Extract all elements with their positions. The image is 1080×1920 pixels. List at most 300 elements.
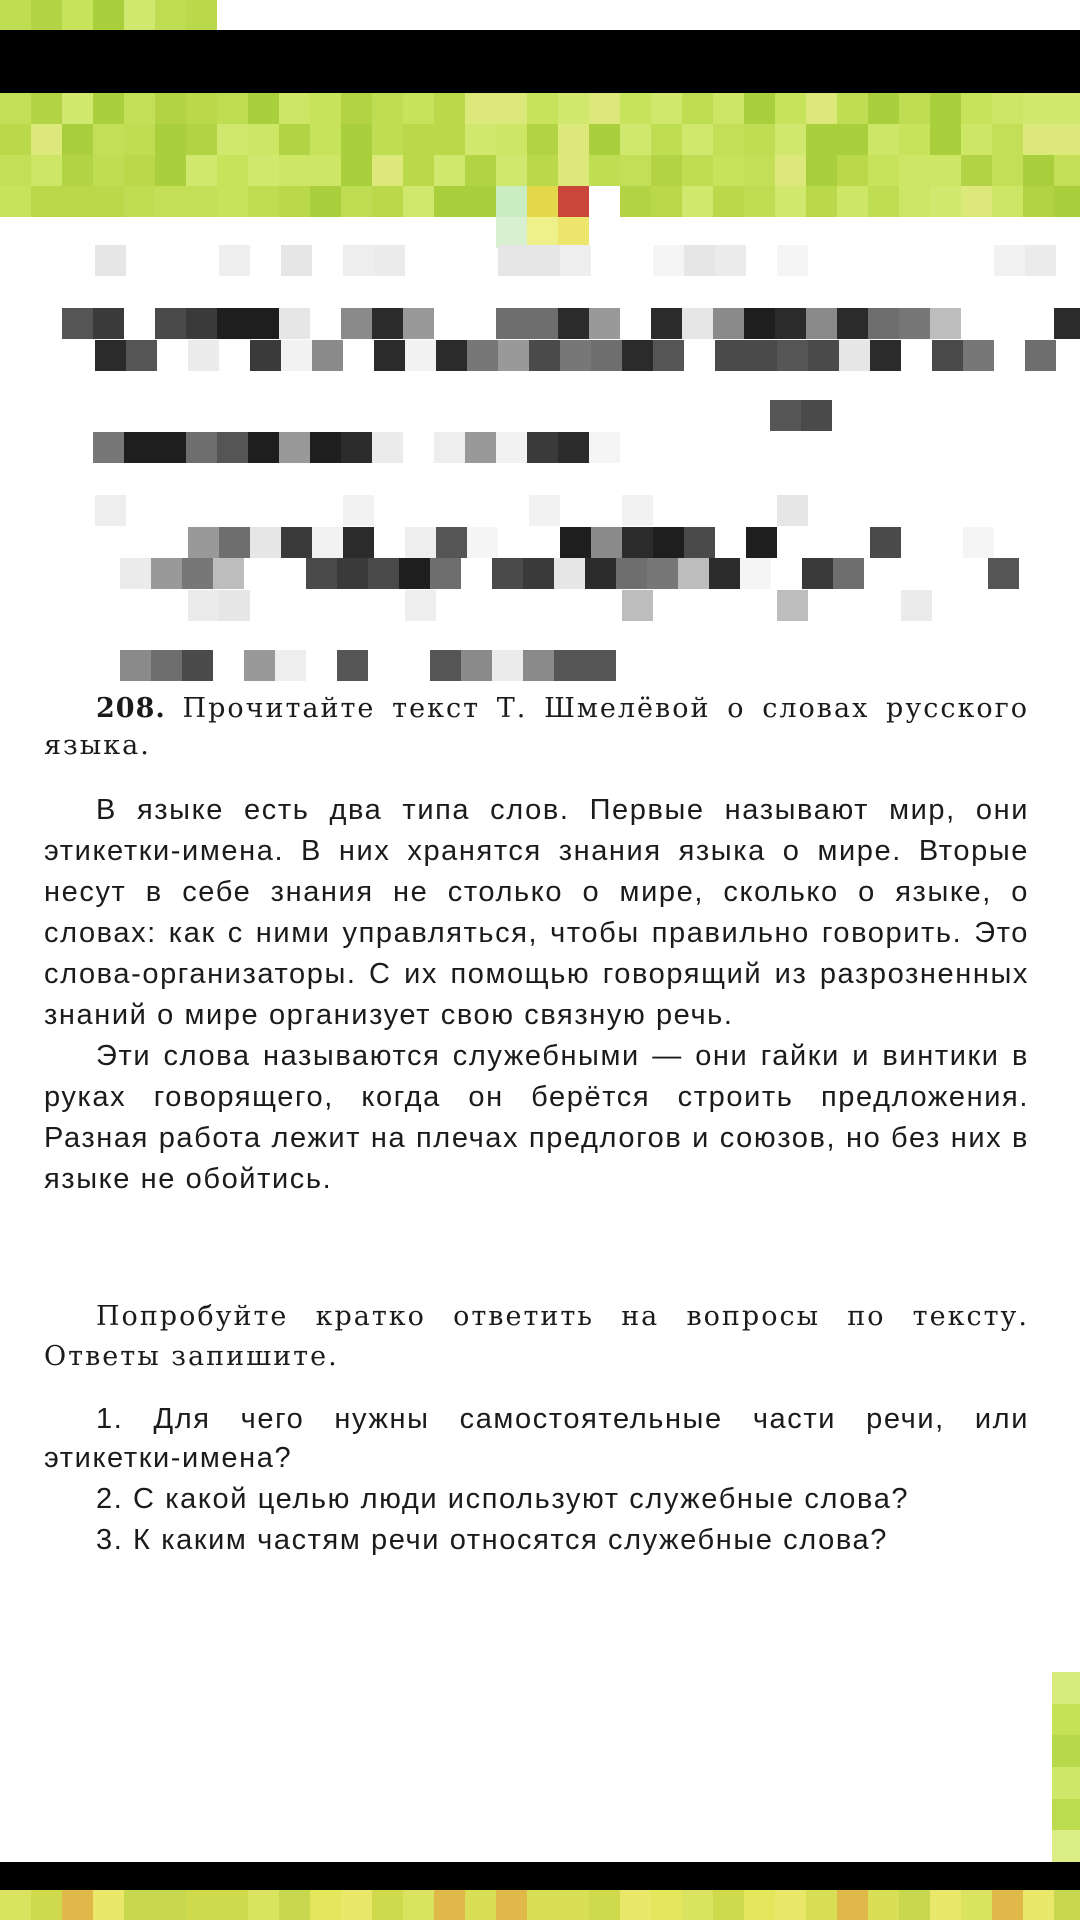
mosaic-pixel <box>715 340 746 371</box>
decor-pixel <box>868 1890 899 1920</box>
mosaic-pixel <box>405 527 436 558</box>
decor-pixel <box>651 155 682 186</box>
decor-pixel <box>279 186 310 217</box>
decor-pixel <box>279 124 310 155</box>
mosaic-pixel <box>833 558 864 589</box>
decor-pixel <box>0 0 31 30</box>
mosaic-pixel <box>589 432 620 463</box>
decor-pixel <box>930 186 961 217</box>
mosaic-pixel <box>744 308 775 339</box>
mosaic-pixel <box>368 558 399 589</box>
question-item: 3. К каким частям речи относятся служебные слова? <box>96 1524 888 1556</box>
decor-pixel <box>31 1890 62 1920</box>
mosaic-pixel <box>465 432 496 463</box>
side-decor-bar <box>1052 1672 1080 1862</box>
decor-pixel <box>899 186 930 217</box>
decor-pixel <box>31 0 62 30</box>
mosaic-pixel <box>374 245 405 276</box>
mosaic-pixel <box>248 432 279 463</box>
task-instruction-text: Попробуйте кратко ответить на вопросы по тексту. Ответы запишите. <box>44 1301 1029 1372</box>
decor-pixel <box>186 1890 217 1920</box>
decor-pixel <box>248 1890 279 1920</box>
decor-pixel <box>713 93 744 124</box>
decor-pixel <box>589 0 620 30</box>
mosaic-pixel <box>341 432 372 463</box>
decor-pixel <box>899 155 930 186</box>
mosaic-pixel <box>1025 340 1056 371</box>
decor-pixel <box>341 124 372 155</box>
bottom-black-bar <box>0 1862 1080 1890</box>
decor-pixel <box>775 0 806 30</box>
decor-pixel <box>186 155 217 186</box>
decor-pixel <box>124 1890 155 1920</box>
mosaic-pixel <box>585 558 616 589</box>
mosaic-pixel <box>684 245 715 276</box>
decor-pixel <box>372 0 403 30</box>
mosaic-pixel <box>622 590 653 621</box>
mosaic-pixel <box>498 340 529 371</box>
decor-pixel <box>589 1890 620 1920</box>
mosaic-pixel <box>343 495 374 526</box>
decor-pixel <box>682 0 713 30</box>
mosaic-pixel <box>217 432 248 463</box>
task-instruction <box>44 1297 1029 1377</box>
decor-pixel <box>248 186 279 217</box>
decor-pixel <box>496 124 527 155</box>
mosaic-pixel <box>250 340 281 371</box>
decor-pixel <box>837 93 868 124</box>
mosaic-pixel <box>682 308 713 339</box>
decor-pixel <box>248 155 279 186</box>
decor-pixel <box>1054 0 1080 30</box>
decor-pixel <box>0 1890 31 1920</box>
decor-pixel <box>930 155 961 186</box>
mosaic-pixel <box>186 308 217 339</box>
decor-pixel <box>589 93 620 124</box>
decor-pixel <box>651 93 682 124</box>
mosaic-pixel <box>558 432 589 463</box>
decor-pixel <box>155 1890 186 1920</box>
decor-pixel <box>961 0 992 30</box>
decor-pixel <box>434 155 465 186</box>
decor-pixel <box>992 186 1023 217</box>
mosaic-pixel <box>312 340 343 371</box>
exercise-instruction-text: Прочитайте текст Т. Шмелёвой о словах русского языка. <box>44 693 1029 761</box>
mosaic-pixel <box>93 308 124 339</box>
decor-pixel <box>93 0 124 30</box>
decor-pixel <box>527 186 558 217</box>
decor-pixel <box>434 1890 465 1920</box>
decor-pixel <box>744 93 775 124</box>
decor-pixel <box>682 186 713 217</box>
decor-pixel <box>837 0 868 30</box>
mosaic-pixel <box>281 527 312 558</box>
decor-pixel <box>868 0 899 30</box>
decor-pixel <box>341 1890 372 1920</box>
decor-pixel <box>1023 155 1054 186</box>
mosaic-pixel <box>529 245 560 276</box>
decor-pixel <box>527 124 558 155</box>
mosaic-pixel <box>777 340 808 371</box>
mosaic-pixel <box>467 527 498 558</box>
decor-pixel <box>713 186 744 217</box>
decor-pixel <box>620 93 651 124</box>
mosaic-pixel <box>341 308 372 339</box>
bottom-decor-strip <box>0 1890 1080 1920</box>
decor-pixel <box>496 1890 527 1920</box>
mosaic-pixel <box>337 650 368 681</box>
decor-pixel <box>434 0 465 30</box>
decor-pixel <box>310 186 341 217</box>
decor-pixel <box>961 186 992 217</box>
decor-pixel <box>465 124 496 155</box>
mosaic-pixel <box>560 245 591 276</box>
decor-pixel <box>775 93 806 124</box>
mosaic-pixel <box>430 650 461 681</box>
decor-pixel <box>1023 186 1054 217</box>
decor-pixel <box>651 0 682 30</box>
decor-pixel <box>651 186 682 217</box>
decor-pixel <box>899 0 930 30</box>
decor-pixel <box>310 155 341 186</box>
decor-pixel <box>496 186 527 217</box>
decor-pixel <box>558 186 589 217</box>
mosaic-pixel <box>188 590 219 621</box>
decor-pixel <box>992 155 1023 186</box>
mosaic-pixel <box>374 340 405 371</box>
mosaic-pixel <box>554 650 585 681</box>
mosaic-pixel <box>219 245 250 276</box>
mosaic-pixel <box>715 245 746 276</box>
mosaic-pixel <box>120 650 151 681</box>
decor-pixel <box>186 124 217 155</box>
mosaic-pixel <box>678 558 709 589</box>
mosaic-pixel <box>560 340 591 371</box>
mosaic-pixel <box>775 308 806 339</box>
mosaic-pixel <box>155 308 186 339</box>
mosaic-pixel <box>1025 245 1056 276</box>
decor-pixel <box>899 93 930 124</box>
mosaic-pixel <box>312 527 343 558</box>
decor-pixel <box>62 1890 93 1920</box>
mosaic-pixel <box>777 495 808 526</box>
decor-pixel <box>341 0 372 30</box>
top-decor-strip <box>0 0 1080 30</box>
decor-pixel <box>341 155 372 186</box>
decor-pixel <box>372 1890 403 1920</box>
decor-pixel <box>155 124 186 155</box>
decor-pixel <box>279 155 310 186</box>
decor-pixel <box>961 155 992 186</box>
mosaic-pixel <box>372 308 403 339</box>
mosaic-pixel <box>126 340 157 371</box>
mosaic-pixel <box>616 558 647 589</box>
mosaic-pixel <box>337 558 368 589</box>
mosaic-pixel <box>151 650 182 681</box>
mosaic-pixel <box>151 558 182 589</box>
mosaic-pixel <box>770 400 801 431</box>
decor-pixel <box>651 1890 682 1920</box>
mosaic-pixel <box>95 495 126 526</box>
decor-pixel <box>0 186 31 217</box>
mosaic-pixel <box>434 432 465 463</box>
decor-pixel <box>806 0 837 30</box>
decor-pixel <box>682 155 713 186</box>
decor-pixel <box>806 1890 837 1920</box>
decor-pixel <box>0 93 31 124</box>
decor-pixel <box>589 124 620 155</box>
mosaic-pixel <box>870 340 901 371</box>
decor-pixel <box>403 0 434 30</box>
exercise-number: 208. <box>96 693 166 724</box>
decor-pixel <box>775 1890 806 1920</box>
mosaic-pixel <box>399 558 430 589</box>
decor-pixel <box>62 186 93 217</box>
decor-pixel <box>527 93 558 124</box>
decor-pixel <box>930 0 961 30</box>
decor-pixel <box>1054 1890 1080 1920</box>
decor-pixel <box>961 124 992 155</box>
decor-pixel <box>806 186 837 217</box>
decor-pixel <box>558 124 589 155</box>
mosaic-pixel <box>496 308 527 339</box>
decor-pixel <box>868 155 899 186</box>
mosaic-pixel <box>120 558 151 589</box>
decor-pixel <box>1054 124 1080 155</box>
decor-pixel <box>775 124 806 155</box>
mosaic-pixel <box>930 308 961 339</box>
decor-pixel <box>62 0 93 30</box>
mosaic-pixel <box>248 308 279 339</box>
decor-pixel <box>465 0 496 30</box>
mosaic-pixel <box>372 432 403 463</box>
mosaic-pixel <box>527 432 558 463</box>
decor-pixel <box>558 155 589 186</box>
decor-pixel <box>403 124 434 155</box>
mosaic-pixel <box>155 432 186 463</box>
decor-pixel <box>682 124 713 155</box>
decor-pixel <box>1054 93 1080 124</box>
decor-pixel <box>651 124 682 155</box>
decor-pixel <box>0 124 31 155</box>
mosaic-pixel <box>219 527 250 558</box>
decor-pixel <box>372 155 403 186</box>
mosaic-pixel <box>496 432 527 463</box>
decor-pixel <box>372 93 403 124</box>
mosaic-pixel <box>281 340 312 371</box>
question-item: 1. Для чего нужны самостоятельные части речи, или этикетки-имена? <box>44 1403 1029 1474</box>
decor-pixel <box>1023 124 1054 155</box>
mosaic-pixel <box>589 308 620 339</box>
decor-pixel <box>682 1890 713 1920</box>
decor-pixel <box>465 93 496 124</box>
decor-pixel <box>31 186 62 217</box>
decor-pixel <box>806 155 837 186</box>
mosaic-pixel <box>492 650 523 681</box>
decor-pixel <box>527 155 558 186</box>
mosaic-pixel <box>802 558 833 589</box>
decor-pixel <box>310 93 341 124</box>
mosaic-pixel <box>523 558 554 589</box>
mosaic-pixel <box>932 340 963 371</box>
mosaic-pixel <box>124 432 155 463</box>
decor-pixel <box>62 93 93 124</box>
mosaic-pixel <box>529 340 560 371</box>
mosaic-pixel <box>523 650 554 681</box>
decor-pixel <box>372 186 403 217</box>
decor-pixel <box>31 93 62 124</box>
decor-pixel <box>496 0 527 30</box>
reading-paragraph: Эти слова называются служебными — они гайки и винтики в руках говорящего, когда он берётся строить предложения. Разная работа лежит на плечах предлогов и союзов, но без них в языке не обойтись. <box>44 1040 1029 1195</box>
mosaic-pixel <box>62 308 93 339</box>
mosaic-pixel <box>899 308 930 339</box>
mosaic-pixel <box>467 340 498 371</box>
decor-pixel <box>992 1890 1023 1920</box>
decor-pixel <box>31 124 62 155</box>
mosaic-pixel <box>436 340 467 371</box>
mosaic-pixel <box>279 432 310 463</box>
decor-pixel <box>744 155 775 186</box>
mosaic-pixel <box>188 527 219 558</box>
decor-pixel <box>186 93 217 124</box>
decor-pixel <box>589 186 620 217</box>
mosaic-pixel <box>647 558 678 589</box>
decor-pixel <box>434 186 465 217</box>
questions-list <box>44 1400 1029 1562</box>
decor-pixel <box>279 93 310 124</box>
decor-pixel <box>465 155 496 186</box>
mosaic-pixel <box>746 340 777 371</box>
mosaic-pixel <box>591 527 622 558</box>
mosaic-pixel <box>275 650 306 681</box>
decor-pixel <box>899 124 930 155</box>
mosaic-pixel <box>653 340 684 371</box>
decor-pixel <box>496 155 527 186</box>
mosaic-pixel <box>281 245 312 276</box>
decor-pixel <box>124 93 155 124</box>
decor-pixel <box>403 155 434 186</box>
mosaic-pixel <box>808 340 839 371</box>
decor-pixel <box>155 155 186 186</box>
decor-pixel <box>155 93 186 124</box>
decor-pixel <box>744 124 775 155</box>
decor-pixel <box>930 124 961 155</box>
exercise-instruction <box>44 690 1029 764</box>
mosaic-pixel <box>343 527 374 558</box>
mosaic-pixel <box>653 527 684 558</box>
decor-pixel <box>31 155 62 186</box>
decor-pixel <box>1054 155 1080 186</box>
decor-pixel <box>248 124 279 155</box>
mosaic-pixel <box>806 308 837 339</box>
mosaic-pixel <box>95 340 126 371</box>
mosaic-pixel <box>554 558 585 589</box>
decor-pixel <box>713 155 744 186</box>
decor-pixel <box>620 124 651 155</box>
mosaic-pixel <box>560 527 591 558</box>
mosaic-pixel <box>306 558 337 589</box>
decor-pixel <box>527 1890 558 1920</box>
mosaic-pixel <box>622 340 653 371</box>
decor-pixel <box>837 124 868 155</box>
decor-pixel <box>341 186 372 217</box>
decor-pixel <box>93 155 124 186</box>
decor-pixel <box>372 124 403 155</box>
mosaic-pixel <box>310 432 341 463</box>
decor-pixel <box>744 1890 775 1920</box>
decor-pixel <box>465 1890 496 1920</box>
mosaic-pixel <box>217 308 248 339</box>
decor-pixel <box>0 155 31 186</box>
mosaic-pixel <box>405 590 436 621</box>
decor-pixel <box>620 155 651 186</box>
mosaic-pixel <box>498 245 529 276</box>
mosaic-pixel <box>405 340 436 371</box>
mosaic-pixel <box>901 590 932 621</box>
mosaic-pixel <box>182 558 213 589</box>
decor-pixel <box>434 93 465 124</box>
decor-pixel <box>558 1890 589 1920</box>
decor-pixel <box>744 186 775 217</box>
decor-pixel <box>403 186 434 217</box>
mosaic-pixel <box>244 650 275 681</box>
mosaic-pixel <box>219 590 250 621</box>
reading-text <box>44 790 1029 1200</box>
decor-pixel <box>217 0 248 30</box>
decor-pixel <box>403 1890 434 1920</box>
decor-pixel <box>713 1890 744 1920</box>
pixelated-text-region <box>0 240 1080 685</box>
mosaic-pixel <box>188 340 219 371</box>
mosaic-pixel <box>343 245 374 276</box>
decor-pixel <box>868 93 899 124</box>
mosaic-pixel <box>95 245 126 276</box>
mosaic-pixel <box>963 527 994 558</box>
decor-pixel <box>186 186 217 217</box>
question-item: 2. С какой целью люди используют служебные слова? <box>96 1483 910 1515</box>
decor-pixel <box>961 93 992 124</box>
decor-pixel <box>1023 1890 1054 1920</box>
decor-pixel <box>403 93 434 124</box>
top-black-bar <box>0 30 1080 93</box>
decor-pixel <box>620 186 651 217</box>
decor-pixel <box>1023 93 1054 124</box>
decor-pixel <box>713 124 744 155</box>
decor-pixel <box>868 124 899 155</box>
mosaic-pixel <box>746 527 777 558</box>
decor-pixel <box>899 1890 930 1920</box>
decor-pixel <box>124 124 155 155</box>
decor-pixel <box>992 124 1023 155</box>
mosaic-pixel <box>529 495 560 526</box>
decor-pixel <box>279 0 310 30</box>
decor-pixel <box>155 0 186 30</box>
decor-pixel <box>62 124 93 155</box>
mosaic-pixel <box>651 308 682 339</box>
mosaic-pixel <box>403 308 434 339</box>
decor-pixel <box>217 93 248 124</box>
decor-pixel <box>434 124 465 155</box>
decor-pixel <box>992 93 1023 124</box>
mosaic-pixel <box>839 340 870 371</box>
mosaic-pixel <box>963 340 994 371</box>
mosaic-pixel <box>988 558 1019 589</box>
mosaic-pixel <box>653 245 684 276</box>
decor-pixel <box>465 186 496 217</box>
decor-pixel <box>837 155 868 186</box>
decor-pixel <box>992 0 1023 30</box>
decor-pixel <box>713 0 744 30</box>
